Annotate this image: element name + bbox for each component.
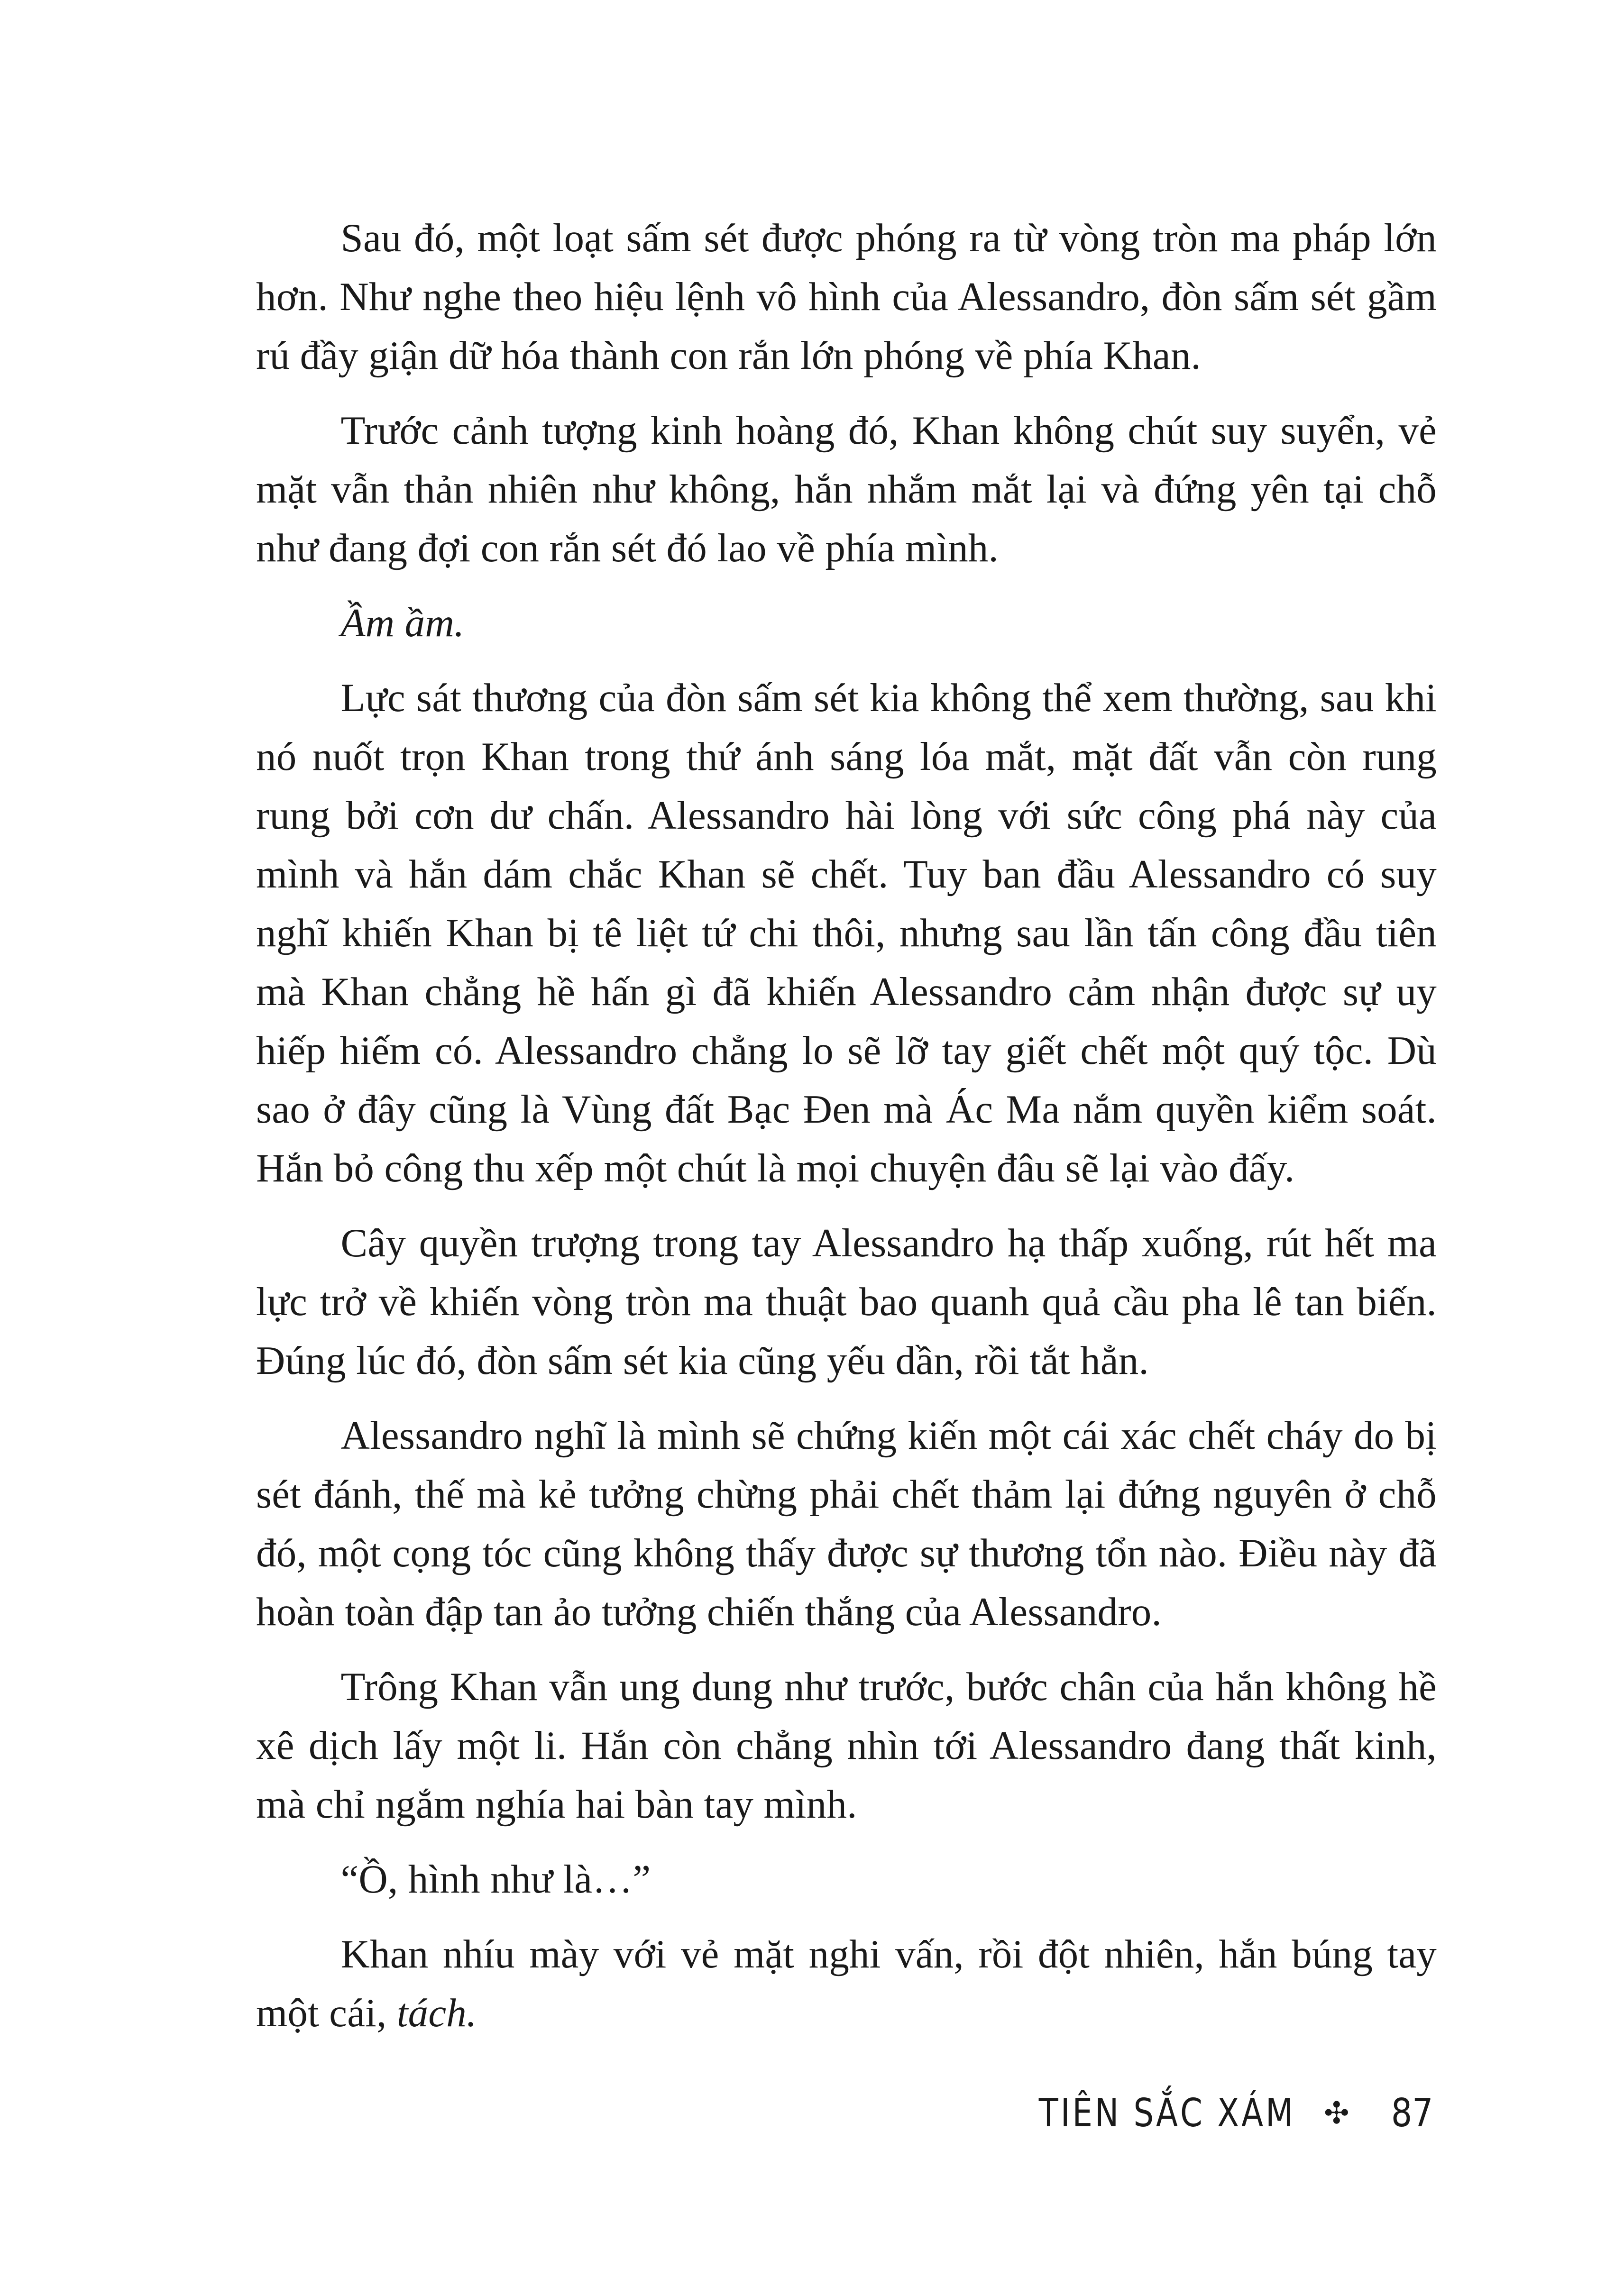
last-paragraph <box>256 1925 1437 2042</box>
last-paragraph-italic: tách. <box>396 1991 477 2035</box>
last-paragraph-text: Khan nhíu mày với vẻ mặt nghi vấn, rồi đột nhiên, hắn búng tay một cái, <box>256 1932 1437 2035</box>
dialogue-paragraph: “Ồ, hình như là…” <box>340 1857 651 1902</box>
paragraph: Alessandro nghĩ là mình sẽ chứng kiến một cái xác chết cháy do bị sét đánh, thế mà kẻ tưởng chừng phải chết thảm lại đứng nguyên ở chỗ đó, một cọng tóc cũng không thấy được sự thương tổn nào. Điều này đã hoàn toàn đập tan ảo tưởng chiến thắng của Alessandro. <box>256 1413 1437 1634</box>
paragraph: Trông Khan vẫn ung dung như trước, bước chân của hắn không hề xê dịch lấy một li. Hắn còn chẳng nhìn tới Alessandro đang thất kinh, mà chỉ ngắm nghía hai bàn tay mình. <box>256 1665 1437 1827</box>
paragraph: Cây quyền trượng trong tay Alessandro hạ thấp xuống, rút hết ma lực trở về khiến vòng tròn ma thuật bao quanh quả cầu pha lê tan biến. Đúng lúc đó, đòn sấm sét kia cũng yếu dần, rồi tắt hẳn. <box>256 1221 1437 1383</box>
paragraph: Lực sát thương của đòn sấm sét kia không thể xem thường, sau khi nó nuốt trọn Khan trong thứ ánh sáng lóa mắt, mặt đất vẫn còn rung rung bởi cơn dư chấn. Alessandro hài lòng với sức công phá này của mình và hắn dám chắc Khan sẽ chết. Tuy ban đầu Alessandro có suy nghĩ khiến Khan bị tê liệt tứ chi thôi, nhưng sau lần tấn công đầu tiên mà Khan chẳng hề hấn gì đã khiến Alessandro cảm nhận được sự uy hiếp hiếm có. Alessandro chẳng lo sẽ lỡ tay giết chết một quý tộc. Dù sao ở đây cũng là Vùng đất Bạc Đen mà Ác Ma nắm quyền kiểm soát. Hắn bỏ công thu xếp một chút là mọi chuyện đâu sẽ lại vào đấy. <box>256 676 1437 1190</box>
page-number: 87 <box>1391 2091 1433 2136</box>
paragraph: Trước cảnh tượng kinh hoàng đó, Khan không chút suy suyển, vẻ mặt vẫn thản nhiên như không, hắn nhắm mắt lại và đứng yên tại chỗ như đang đợi con rắn sét đó lao về phía mình. <box>256 408 1437 570</box>
paragraph: Sau đó, một loạt sấm sét được phóng ra từ vòng tròn ma pháp lớn hơn. Như nghe theo hiệu lệnh vô hình của Alessandro, đòn sấm sét gầm rú đầy giận dữ hóa thành con rắn lớn phóng về phía Khan. <box>256 216 1437 378</box>
running-title: TIÊN SẮC XÁM <box>1038 2091 1296 2136</box>
sound-effect-paragraph: Ầm ầm. <box>340 601 465 645</box>
body-text <box>256 209 1437 2058</box>
ornament-icon: ✣ <box>1324 2095 1349 2131</box>
page-footer <box>982 2091 1437 2136</box>
